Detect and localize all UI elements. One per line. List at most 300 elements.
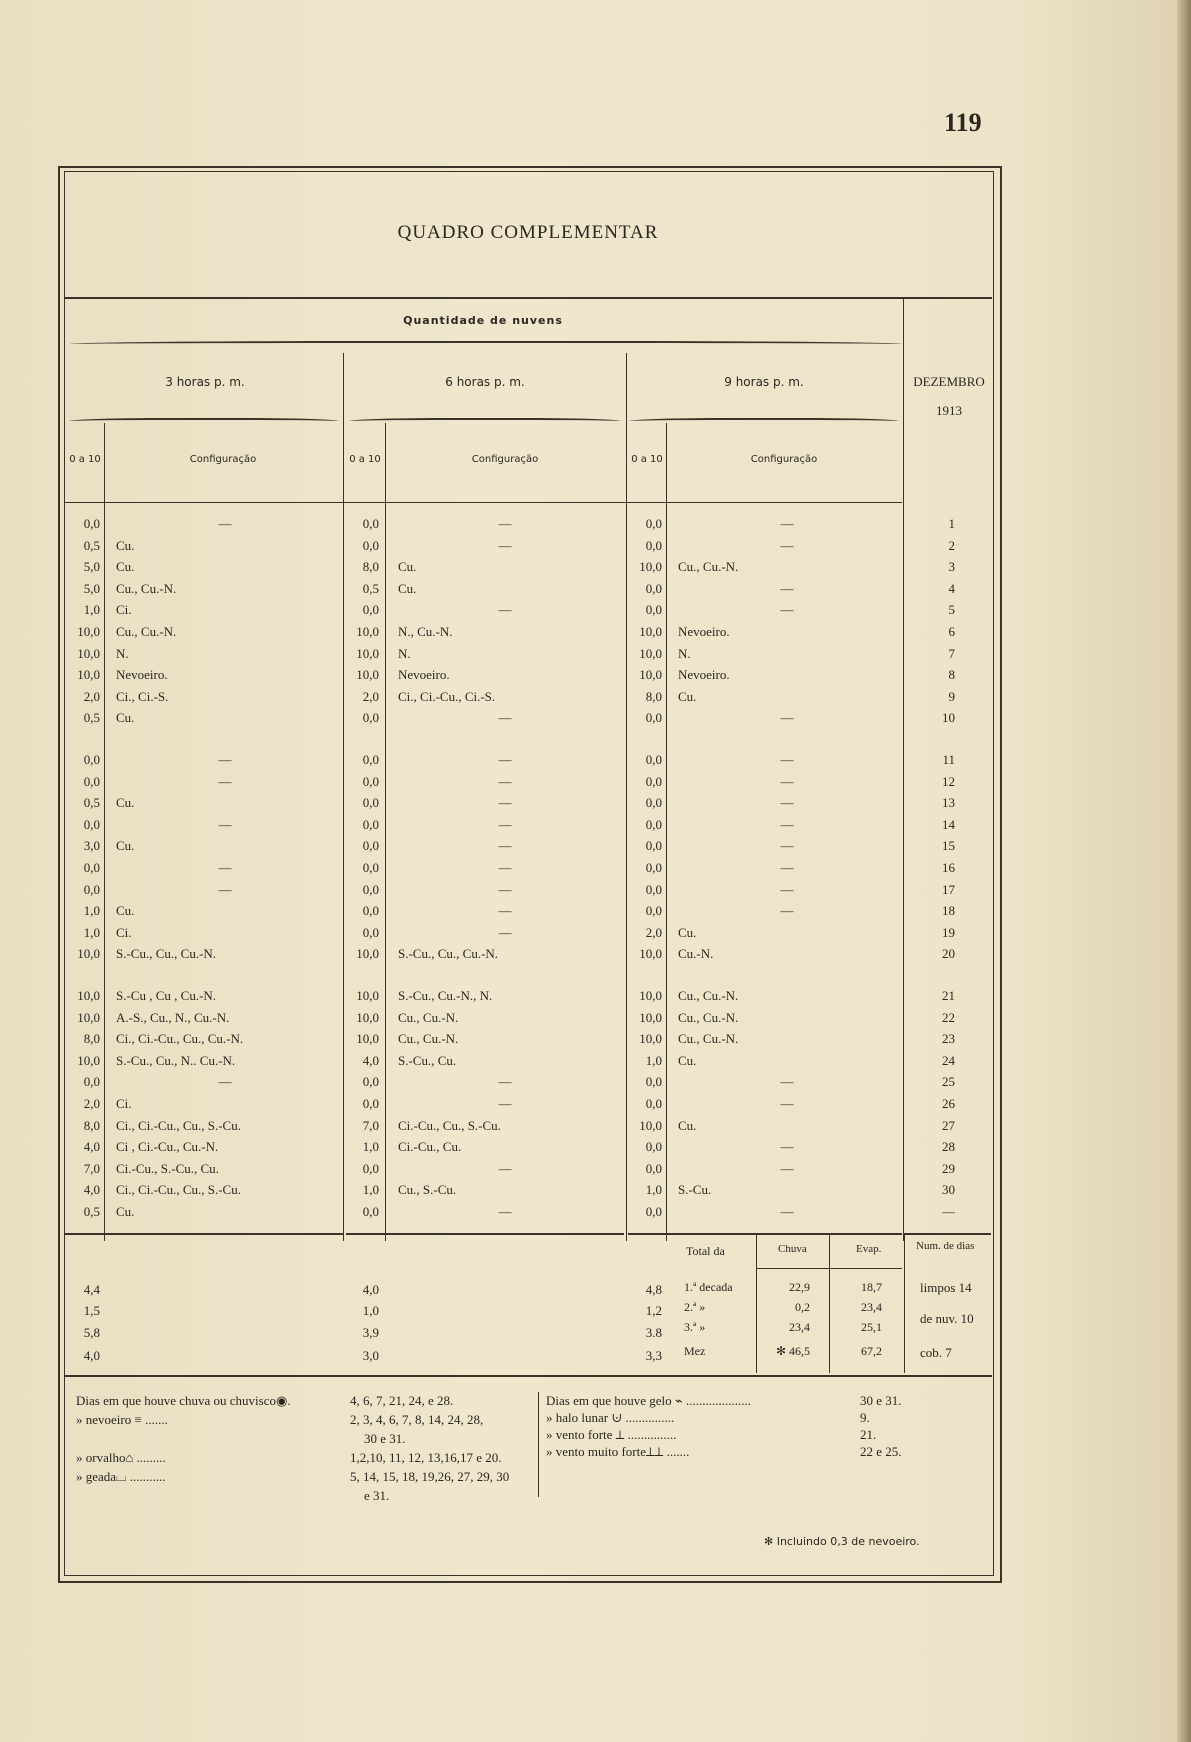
subheader-config-3pm: Configuração (189, 454, 257, 465)
value-6pm: 0,0 (362, 903, 379, 919)
config-3pm: — (218, 881, 232, 897)
num-dias-header: Num. de dias (916, 1240, 975, 1252)
value-3pm: 0,5 (83, 795, 100, 811)
evap-value: 18,7 (861, 1280, 882, 1294)
group-brace (70, 341, 902, 347)
period-9pm: 9 horas p. m. (724, 375, 804, 389)
config-3pm: Cu. (116, 1204, 135, 1219)
table-row (0, 1096, 1191, 1116)
config-3pm: — (218, 1074, 232, 1090)
config-3pm: Cu. (116, 795, 135, 811)
day-number: 23 (942, 1031, 955, 1047)
value-3pm: 0,0 (83, 860, 100, 875)
value-9pm: 0,0 (645, 838, 662, 854)
value-3pm: 0,0 (83, 881, 100, 897)
config-3pm: Cu. (116, 537, 135, 553)
value-6pm: 1,0 (362, 1139, 379, 1155)
period-6pm: 6 horas p. m. (445, 375, 525, 389)
limpos-count: limpos 14 (920, 1280, 972, 1295)
period-label: 2.ª » (684, 1300, 706, 1314)
period-3pm: 3 horas p. m. (165, 375, 245, 389)
config-9pm: Nevoeiro. (678, 624, 730, 639)
config-3pm: Ci. (116, 1096, 132, 1111)
config-6pm: — (498, 860, 512, 875)
day-number: 17 (942, 881, 955, 897)
config-9pm: — (780, 881, 794, 897)
config-6pm: — (498, 537, 512, 553)
table-row (0, 689, 1191, 709)
value-9pm: 0,0 (645, 602, 662, 618)
config-6pm: N. (398, 645, 411, 661)
config-9pm: Cu.-N. (678, 946, 714, 962)
config-9pm: Cu. (678, 1052, 697, 1068)
value-6pm: 0,0 (362, 795, 379, 811)
value-9pm: 0,0 (645, 860, 662, 875)
value-6pm: 10,0 (356, 624, 379, 639)
subheader-config-9pm: Configuração (750, 454, 818, 465)
table-row (0, 1074, 1191, 1094)
config-3pm: Ci., Ci.-Cu., Cu., S.-Cu. (116, 1182, 241, 1198)
config-6pm: — (498, 602, 512, 618)
header-rule (64, 297, 992, 299)
config-3pm: S.-Cu., Cu., N.. Cu.-N. (116, 1052, 236, 1068)
config-6pm: Cu., Cu.-N. (398, 1009, 459, 1025)
footer-right-label: » vento muito forte⟂⟂ ....... (546, 1444, 690, 1459)
day-number: 18 (942, 903, 955, 919)
value-3pm: 4,0 (83, 1139, 100, 1155)
footer-right-value: 30 e 31. (860, 1393, 902, 1408)
value-6pm: 0,0 (362, 710, 379, 726)
value-9pm: 0,0 (645, 795, 662, 811)
config-3pm: — (218, 516, 232, 531)
page-number: 119 (944, 108, 982, 137)
config-9pm: Cu. (678, 688, 697, 704)
value-9pm: 0,0 (645, 580, 662, 596)
mean-3pm: 4,0 (83, 1348, 100, 1363)
table-row (0, 1161, 1191, 1181)
summary-rule-1 (64, 1233, 344, 1235)
config-6pm: — (498, 1160, 512, 1176)
table-row (0, 1010, 1191, 1030)
value-3pm: 4,0 (83, 1182, 100, 1198)
value-6pm: 0,0 (362, 1074, 379, 1090)
day-number: 21 (942, 988, 955, 1003)
table-row (0, 774, 1191, 794)
config-6pm: S.-Cu., Cu.-N., N. (398, 988, 493, 1003)
table-row (0, 538, 1191, 558)
table-row (0, 988, 1191, 1008)
footer-right-value: 9. (860, 1410, 870, 1425)
day-number: 27 (942, 1117, 955, 1133)
config-3pm: Ci. (116, 602, 132, 618)
value-9pm: 0,0 (645, 516, 662, 531)
day-number: 5 (948, 602, 955, 618)
value-9pm: 0,0 (645, 1139, 662, 1155)
value-6pm: 0,0 (362, 1160, 379, 1176)
table-row (0, 710, 1191, 730)
value-6pm: 0,0 (362, 602, 379, 618)
value-6pm: 10,0 (356, 667, 379, 683)
config-9pm: — (780, 860, 794, 875)
value-3pm: 2,0 (83, 688, 100, 704)
sum-rule-b (829, 1233, 830, 1373)
group-header: Quantidade de nuvens (403, 314, 563, 327)
value-3pm: 5,0 (83, 559, 100, 575)
config-9pm: — (780, 795, 794, 811)
config-9pm: — (780, 1139, 794, 1155)
config-6pm: Cu., S.-Cu. (398, 1182, 457, 1198)
mean-9pm: 3.8 (645, 1325, 662, 1340)
mean-9pm: 1,2 (645, 1303, 662, 1318)
footer-left-value: 4, 6, 7, 21, 24, e 28. (350, 1393, 454, 1408)
value-6pm: 1,0 (362, 1182, 379, 1198)
value-3pm: 5,0 (83, 580, 100, 596)
config-6pm: — (498, 1096, 512, 1111)
footer-right-value: 22 e 25. (860, 1444, 902, 1459)
value-9pm: 10,0 (639, 1009, 662, 1025)
mean-3pm: 5,8 (83, 1325, 100, 1340)
value-3pm: 0,5 (83, 537, 100, 553)
brace-3pm (70, 418, 338, 424)
config-6pm: — (498, 1204, 512, 1219)
config-6pm: — (498, 795, 512, 811)
month-label: DEZEMBRO (913, 374, 985, 389)
day-number: 11 (942, 752, 955, 767)
config-9pm: — (780, 537, 794, 553)
subheader-config-6pm: Configuração (471, 454, 539, 465)
config-6pm: Ci., Ci.-Cu., Ci.-S. (398, 688, 496, 704)
summary-rule-2 (346, 1233, 624, 1235)
table-row (0, 860, 1191, 880)
config-6pm: N., Cu.-N. (398, 624, 453, 639)
value-6pm: 10,0 (356, 988, 379, 1003)
value-6pm: 10,0 (356, 1031, 379, 1047)
value-6pm: 10,0 (356, 645, 379, 661)
evap-value: 23,4 (861, 1300, 882, 1314)
table-row (0, 795, 1191, 815)
config-6pm: Cu. (398, 559, 417, 575)
config-3pm: Cu. (116, 903, 135, 919)
value-3pm: 1,0 (83, 903, 100, 919)
config-3pm: — (218, 860, 232, 875)
day-number: 16 (942, 860, 955, 875)
day-number: — (942, 1204, 955, 1219)
value-6pm: 0,0 (362, 816, 379, 832)
value-9pm: 10,0 (639, 624, 662, 639)
mean-6pm: 3,0 (362, 1348, 379, 1363)
value-6pm: 0,0 (362, 537, 379, 553)
value-3pm: 0,5 (83, 710, 100, 726)
config-3pm: A.-S., Cu., N., Cu.-N. (116, 1009, 230, 1025)
config-6pm: Nevoeiro. (398, 667, 450, 683)
config-3pm: S.-Cu., Cu., Cu.-N. (116, 946, 217, 962)
day-number: 19 (942, 924, 955, 940)
footer-left-label: Dias em que houve chuva ou chuvisco◉. (76, 1393, 291, 1408)
sum-header-rule (756, 1268, 902, 1269)
brace-6pm (350, 418, 620, 424)
day-number: 15 (942, 838, 955, 854)
value-3pm: 3,0 (83, 838, 100, 854)
config-6pm: Ci.-Cu., Cu. (398, 1139, 462, 1155)
value-9pm: 10,0 (639, 559, 662, 575)
config-3pm: S.-Cu , Cu , Cu.-N. (116, 988, 217, 1003)
chuva-value: ✻ 46,5 (775, 1344, 810, 1358)
cob-count: cob. 7 (920, 1345, 952, 1360)
value-3pm: 1,0 (83, 602, 100, 618)
value-3pm: 1,0 (83, 924, 100, 940)
day-number: 28 (942, 1139, 955, 1155)
config-6pm: S.-Cu., Cu., Cu.-N. (398, 946, 499, 962)
value-9pm: 1,0 (645, 1182, 662, 1198)
value-6pm: 0,0 (362, 838, 379, 854)
config-9pm: — (780, 752, 794, 767)
config-9pm: — (780, 580, 794, 596)
year-label: 1913 (936, 403, 962, 418)
mean-9pm: 4,8 (645, 1282, 662, 1297)
config-6pm: — (498, 924, 512, 940)
mean-3pm: 1,5 (83, 1303, 100, 1318)
value-9pm: 0,0 (645, 816, 662, 832)
value-9pm: 0,0 (645, 537, 662, 553)
config-3pm: N. (116, 645, 129, 661)
subheader-value-6pm: 0 a 10 (349, 454, 381, 465)
mean-6pm: 3,9 (362, 1325, 379, 1340)
config-3pm: Ci., Ci.-Cu., Cu., Cu.-N. (116, 1031, 244, 1047)
chuva-header: Chuva (778, 1243, 807, 1255)
config-6pm: Ci.-Cu., Cu., S.-Cu. (398, 1117, 501, 1133)
footer-left-label: » orvalho⌂ ......... (76, 1450, 166, 1465)
value-6pm: 0,0 (362, 752, 379, 767)
table-row (0, 1139, 1191, 1159)
value-6pm: 4,0 (362, 1052, 379, 1068)
value-9pm: 10,0 (639, 1031, 662, 1047)
table-row (0, 624, 1191, 644)
mean-9pm: 3,3 (645, 1348, 662, 1363)
config-9pm: N. (678, 645, 691, 661)
summary-rule-4 (905, 1233, 991, 1235)
config-9pm: — (780, 710, 794, 726)
config-6pm: — (498, 903, 512, 919)
value-9pm: 2,0 (645, 924, 662, 940)
config-9pm: — (780, 1204, 794, 1219)
config-3pm: Ci , Ci.-Cu., Cu.-N. (116, 1139, 219, 1155)
value-3pm: 7,0 (83, 1160, 100, 1176)
chuva-value: 0,2 (795, 1300, 810, 1314)
footer-left-value: 30 e 31. (364, 1431, 406, 1446)
value-9pm: 0,0 (645, 1160, 662, 1176)
config-6pm: — (498, 516, 512, 531)
value-6pm: 0,0 (362, 924, 379, 940)
day-number: 29 (942, 1160, 955, 1176)
config-6pm: — (498, 881, 512, 897)
value-9pm: 10,0 (639, 645, 662, 661)
table-row (0, 559, 1191, 579)
value-9pm: 0,0 (645, 1096, 662, 1111)
config-3pm: Ci., Ci.-S. (116, 688, 169, 704)
table-row (0, 1182, 1191, 1202)
value-3pm: 0,0 (83, 1074, 100, 1090)
footer-left-value: 2, 3, 4, 6, 7, 8, 14, 24, 28, (350, 1412, 484, 1427)
period-label: Mez (684, 1344, 706, 1358)
sum-rule-c (904, 1233, 905, 1373)
value-9pm: 0,0 (645, 773, 662, 789)
evap-value: 25,1 (861, 1320, 882, 1334)
table-row (0, 602, 1191, 622)
config-6pm: — (498, 838, 512, 854)
config-9pm: — (780, 903, 794, 919)
config-6pm: — (498, 710, 512, 726)
value-3pm: 8,0 (83, 1031, 100, 1047)
config-3pm: — (218, 816, 232, 832)
value-6pm: 0,0 (362, 516, 379, 531)
summary-rule-3 (628, 1233, 902, 1235)
value-6pm: 0,0 (362, 881, 379, 897)
value-6pm: 10,0 (356, 946, 379, 962)
value-3pm: 10,0 (77, 1052, 100, 1068)
config-3pm: Cu. (116, 559, 135, 575)
config-6pm: Cu., Cu.-N. (398, 1031, 459, 1047)
footer-left-label: » geada⌴ ........... (76, 1469, 166, 1484)
day-number: 4 (948, 580, 955, 596)
value-9pm: 10,0 (639, 667, 662, 683)
value-3pm: 0,0 (83, 516, 100, 531)
value-6pm: 7,0 (362, 1117, 379, 1133)
value-9pm: 8,0 (645, 688, 662, 704)
day-number: 20 (942, 946, 955, 962)
table-row (0, 752, 1191, 772)
config-9pm: Cu., Cu.-N. (678, 988, 739, 1003)
day-number: 1 (948, 516, 955, 531)
config-3pm: Cu. (116, 838, 135, 854)
config-6pm: Cu. (398, 580, 417, 596)
config-9pm: — (780, 602, 794, 618)
subheader-rule (64, 502, 902, 503)
footer-left-value: 1,2,10, 11, 12, 13,16,17 e 20. (350, 1450, 502, 1465)
footer-left-label: » nevoeiro ≡ ....... (76, 1412, 168, 1427)
config-3pm: — (218, 773, 232, 789)
config-9pm: Cu. (678, 1117, 697, 1133)
value-9pm: 10,0 (639, 988, 662, 1003)
value-3pm: 10,0 (77, 645, 100, 661)
evap-value: 67,2 (861, 1344, 882, 1358)
value-3pm: 0,5 (83, 1204, 100, 1219)
day-number: 14 (942, 816, 955, 832)
value-3pm: 10,0 (77, 1009, 100, 1025)
config-9pm: — (780, 838, 794, 854)
value-6pm: 10,0 (356, 1009, 379, 1025)
day-number: 3 (948, 559, 955, 575)
page-title: QUADRO COMPLEMENTAR (397, 222, 659, 243)
config-3pm: Cu., Cu.-N. (116, 624, 177, 639)
value-6pm: 0,0 (362, 1204, 379, 1219)
value-3pm: 2,0 (83, 1096, 100, 1111)
config-9pm: — (780, 1096, 794, 1111)
day-number: 7 (948, 645, 955, 661)
value-6pm: 0,0 (362, 860, 379, 875)
config-6pm: — (498, 816, 512, 832)
value-9pm: 10,0 (639, 1117, 662, 1133)
footer-right-label: » halo lunar ⊍ ............... (546, 1410, 675, 1425)
table-row (0, 667, 1191, 687)
config-9pm: Cu., Cu.-N. (678, 1031, 739, 1047)
config-9pm: Cu., Cu.-N. (678, 1009, 739, 1025)
config-3pm: Ci. (116, 924, 132, 940)
config-3pm: Ci.-Cu., S.-Cu., Cu. (116, 1160, 219, 1176)
day-number: 30 (942, 1182, 955, 1198)
day-number: 12 (942, 773, 955, 789)
value-9pm: 0,0 (645, 1074, 662, 1090)
value-9pm: 10,0 (639, 946, 662, 962)
day-number: 2 (948, 537, 955, 553)
mean-3pm: 4,4 (83, 1282, 100, 1297)
table-row (0, 903, 1191, 923)
period-label: 3.ª » (684, 1320, 706, 1334)
value-3pm: 10,0 (77, 988, 100, 1003)
value-9pm: 0,0 (645, 710, 662, 726)
value-9pm: 0,0 (645, 903, 662, 919)
value-9pm: 0,0 (645, 881, 662, 897)
config-6pm: S.-Cu., Cu. (398, 1052, 457, 1068)
config-9pm: — (780, 816, 794, 832)
table-row (0, 581, 1191, 601)
table-row (0, 838, 1191, 858)
config-6pm: — (498, 1074, 512, 1090)
subheader-value-9pm: 0 a 10 (631, 454, 663, 465)
value-9pm: 0,0 (645, 1204, 662, 1219)
value-3pm: 0,0 (83, 752, 100, 767)
day-number: 9 (948, 688, 955, 704)
config-9pm: S.-Cu. (678, 1182, 712, 1198)
config-6pm: — (498, 773, 512, 789)
footer-divider (538, 1392, 539, 1497)
table-row (0, 946, 1191, 966)
footer-left-value: 5, 14, 15, 18, 19,26, 27, 29, 30 (350, 1469, 510, 1484)
config-9pm: — (780, 773, 794, 789)
config-3pm: — (218, 752, 232, 767)
evap-header: Evap. (856, 1243, 882, 1255)
value-9pm: 1,0 (645, 1052, 662, 1068)
day-number: 25 (942, 1074, 955, 1090)
value-6pm: 8,0 (362, 559, 379, 575)
period-label: 1.ª decada (684, 1280, 733, 1294)
value-3pm: 10,0 (77, 624, 100, 639)
value-3pm: 10,0 (77, 667, 100, 683)
sum-rule-a (756, 1233, 757, 1373)
day-number: 10 (942, 710, 955, 726)
footer-rule (64, 1375, 992, 1377)
mean-6pm: 1,0 (362, 1303, 379, 1318)
footer-right-value: 21. (860, 1427, 877, 1442)
value-9pm: 0,0 (645, 752, 662, 767)
config-3pm: Ci., Ci.-Cu., Cu., S.-Cu. (116, 1117, 241, 1133)
brace-9pm (630, 418, 898, 424)
value-3pm: 0,0 (83, 816, 100, 832)
day-number: 26 (942, 1096, 955, 1111)
day-number: 13 (942, 795, 955, 811)
config-9pm: Nevoeiro. (678, 667, 730, 683)
value-6pm: 0,5 (362, 580, 379, 596)
day-number: 24 (942, 1052, 955, 1068)
config-3pm: Cu. (116, 710, 135, 726)
config-9pm: — (780, 1160, 794, 1176)
table-row (0, 516, 1191, 536)
value-6pm: 0,0 (362, 1096, 379, 1111)
value-3pm: 10,0 (77, 946, 100, 962)
value-3pm: 0,0 (83, 773, 100, 789)
table-row (0, 646, 1191, 666)
config-9pm: Cu. (678, 924, 697, 940)
mean-6pm: 4,0 (362, 1282, 379, 1297)
